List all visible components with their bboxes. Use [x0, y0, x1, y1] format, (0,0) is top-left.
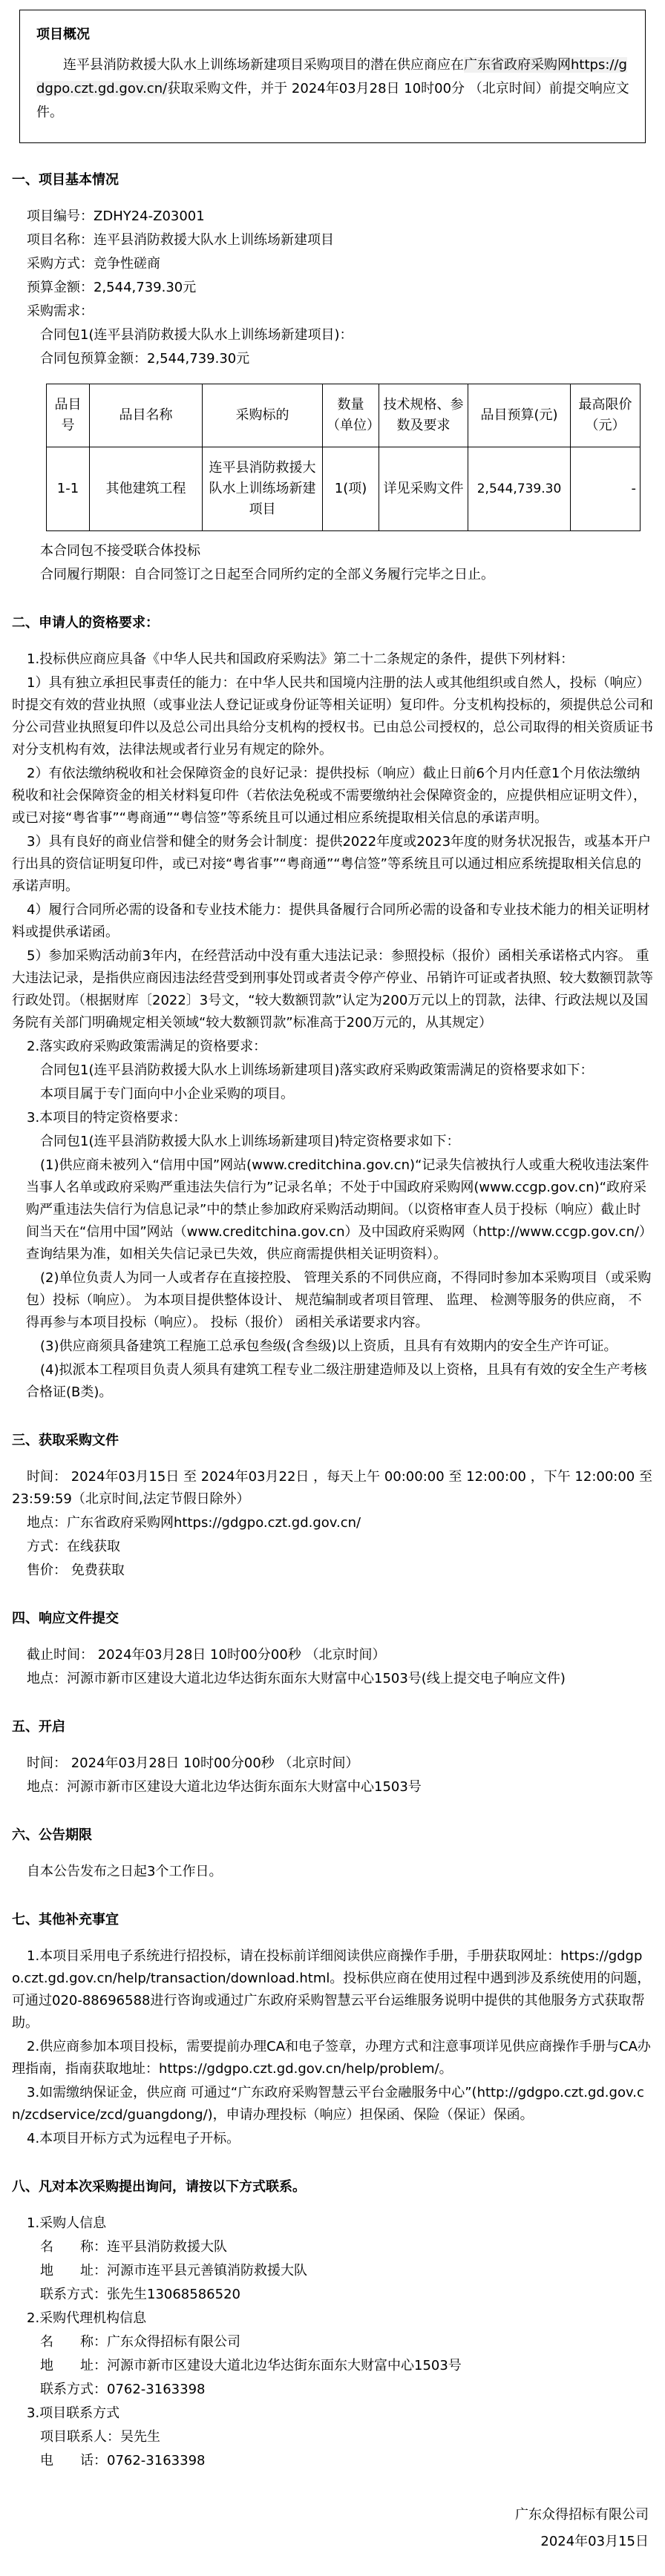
cell-max-price: -	[571, 447, 641, 531]
no-consortium-note: 本合同包不接受联合体投标	[40, 543, 200, 559]
qualification-para: 2.落实政府采购政策需满足的资格要求：	[27, 1039, 267, 1054]
project-overview-box	[19, 10, 646, 143]
supplementary-para: 3.如需缴纳保证金，供应商 可通过“广东政府采购智慧云平台金融服务中心”(http://gdgpo.czt.gd.gov.cn/zcdservice/zcd/guangdong/)，申请办理投标（响应）担保函、保险（保证）保函。	[12, 2085, 644, 2123]
purchaser-name: 名 称：连平县消防救援大队	[40, 2239, 227, 2255]
contract-package-line: 合同包1(连平县消防救援大队水上训练场新建项目)：	[40, 327, 353, 343]
cell-subject: 连平县消防救援大队水上训练场新建项目	[203, 447, 323, 531]
signature-date: 2024年03月15日	[540, 2534, 649, 2549]
section7-heading: 七、其他补充事宜	[12, 1912, 119, 1928]
section4-heading: 四、响应文件提交	[12, 1611, 119, 1626]
signature-company: 广东众得招标有限公司	[515, 2507, 649, 2523]
section1-heading: 一、项目基本情况	[12, 172, 119, 188]
purchaser-contact: 联系方式：张先生13068586520	[40, 2287, 240, 2302]
cell-tech-spec: 详见采购文件	[379, 447, 468, 531]
project-contact-phone: 电 话：0762-3163398	[40, 2453, 206, 2468]
procurement-method: 采购方式：竞争性磋商	[27, 256, 160, 272]
qualification-para: 1.投标供应商应具备《中华人民共和国政府采购法》第二十二条规定的条件，提供下列材料：	[27, 651, 574, 667]
section3-heading: 三、获取采购文件	[12, 1433, 119, 1448]
qualification-para: 1）具有独立承担民事责任的能力：在中华人民共和国境内注册的法人或其他组织或自然人，投标（响应）时提交有效的营业执照（或事业法人登记证或身份证等相关证明）复印件。分支机构投标的，须提供总公司和分公司营业执照复印件以及总公司出具给分支机构的授权书。已由总公司授权的，总公司取得的相关资质证书对分支机构有效，法律法规或者行业另有规定的除外。	[12, 675, 653, 758]
agency-info-title: 2.采购代理机构信息	[27, 2310, 147, 2326]
project-name: 项目名称：连平县消防救援大队水上训练场新建项目	[27, 232, 334, 248]
qualification-para: (1)供应商未被列入“信用中国”网站(www.creditchina.gov.cn)“记录失信被执行人或重大税收违法案件当事人名单或政府采购严重违法失信行为”记录名单；不处于中国政府采购网(www.ccgp.gov.cn)“政府采购严重违法失信行为信息记录”中的禁止参加政府采购活动期间。（以资格审查人员于投标（响应）截止时间当天在“信用中国”网站（www.creditchina.gov.cn）及中国政府采购网（http://www.ccgp.gov.cn/）查询结果为准，如相关失信记录已失效，供应商需提供相关证明资料）。	[26, 1157, 653, 1262]
col-tech-spec: 技术规格、参数及要求	[379, 384, 468, 447]
doc-obtain-price: 售价： 免费获取	[27, 1563, 125, 1578]
qualification-para: (3)供应商须具备建筑工程施工总承包叁级(含叁级)以上资质，且具有有效期内的安全生产许可证。	[40, 1338, 618, 1354]
overview-intro	[36, 53, 630, 125]
col-item-budget: 品目预算(元)	[468, 384, 571, 447]
contract-period-note: 合同履行期限：自合同签订之日起至合同所约定的全部义务履行完毕之日止。	[40, 567, 494, 582]
project-number: 项目编号：ZDHY24-Z03001	[27, 208, 205, 224]
table-header-row	[47, 384, 641, 447]
opening-time: 时间： 2024年03月28日 10时00分00秒 （北京时间）	[27, 1755, 359, 1771]
overview-portal-url: 广东省政府采购网https://gdgpo.czt.gd.gov.cn/	[36, 57, 627, 96]
announcement-period: 自本公告发布之日起3个工作日。	[27, 1864, 223, 1879]
purchaser-info-title: 1.采购人信息	[27, 2215, 107, 2231]
doc-obtain-method: 方式：在线获取	[27, 1539, 120, 1554]
cell-item-no: 1-1	[47, 447, 90, 531]
table-row	[47, 447, 641, 531]
opening-place: 地点：河源市新市区建设大道北边华达街东面东大财富中心1503号	[27, 1779, 422, 1795]
agency-contact: 联系方式：0762-3163398	[40, 2382, 206, 2397]
qualification-para: 5）参加采购活动前3年内，在经营活动中没有重大违法记录：参照投标（报价）函相关承诺格式内容。 重大违法记录，是指供应商因违法经营受到刑事处罚或者责令停产停业、吊销许可证或者执照、较大数额罚款等行政处罚。（根据财库〔2022〕3号文，“较大数额罚款”认定为200万元以上的罚款，法律、行政法规以及国务院有关部门明确规定相关领域“较大数额罚款”标准高于200万元的，从其规定）	[12, 948, 653, 1031]
qualification-para: (4)拟派本工程项目负责人须具有建筑工程专业二级注册建造师及以上资格，且具有有效的安全生产考核合格证(B类)。	[26, 1362, 647, 1400]
qualification-para: 2）有依法缴纳税收和社会保障资金的良好记录：提供投标（响应）截止日前6个月内任意1个月依法缴纳税收和社会保障资金的相关材料复印件（若依法免税或不需要缴纳社会保障资金的，应提供相应证明文件），或已对接“粤省事”“粤商通”“粤信签”等系统且可以通过相应系统提取相关信息的承诺声明。	[12, 766, 646, 826]
section8-heading: 八、凡对本次采购提出询问，请按以下方式联系。	[12, 2179, 306, 2195]
purchaser-address: 地 址：河源市连平县元善镇消防救援大队	[40, 2263, 307, 2278]
col-item-no: 品目号	[47, 384, 90, 447]
contract-package-budget: 合同包预算金额：2,544,739.30元	[40, 351, 250, 367]
section6-heading: 六、公告期限	[12, 1827, 92, 1843]
project-contact-person: 项目联系人：吴先生	[40, 2429, 160, 2445]
qualification-para: 合同包1(连平县消防救援大队水上训练场新建项目)特定资格要求如下：	[40, 1134, 460, 1149]
supplementary-para: 1.本项目采用电子系统进行招投标，请在投标前详细阅读供应商操作手册，手册获取网址：https://gdgpo.czt.gd.gov.cn/help/transaction/download.html。投标供应商在使用过程中遇到涉及系统使用的问题，可通过020-88696588进行咨询或通过广东政府采购智慧云平台运维服务说明中提供的其他服务方式获取帮助。	[12, 1948, 651, 2031]
qualification-para: 合同包1(连平县消防救援大队水上训练场新建项目)落实政府采购政策需满足的资格要求如下：	[40, 1062, 594, 1078]
overview-intro-prefix: 连平县消防救援大队水上训练场新建项目采购项目的潜在供应商应在	[63, 57, 464, 73]
col-max-price: 最高限价（元）	[571, 384, 641, 447]
qualification-para: 3）具有良好的商业信誉和健全的财务会计制度：提供2022年度或2023年度的财务状况报告，或基本开户行出具的资信证明复印件，或已对接“粤省事”“粤商通”“粤信签”等系统且可以通过相应系统提取相关信息的承诺声明。	[12, 834, 652, 894]
submission-place: 地点：河源市新市区建设大道北边华达街东面东大财富中心1503号(线上提交电子响应文件)	[27, 1671, 566, 1686]
submission-deadline: 截止时间： 2024年03月28日 10时00分00秒 （北京时间）	[27, 1647, 386, 1663]
cell-item-name: 其他建筑工程	[90, 447, 203, 531]
overview-title: 项目概况	[36, 27, 90, 42]
project-contact-title: 3.项目联系方式	[27, 2405, 120, 2421]
signature-block	[12, 2502, 653, 2555]
qualification-para: 3.本项目的特定资格要求：	[27, 1110, 187, 1126]
procurement-items-table	[46, 384, 641, 531]
section2-heading: 二、申请人的资格要求：	[12, 615, 159, 631]
agency-address: 地 址：河源市新市区建设大道北边华达街东面东大财富中心1503号	[40, 2358, 462, 2373]
doc-obtain-time: 时间： 2024年03月15日 至 2024年03月22日 ，每天上午 00:00:00 至 12:00:00 ，下午 12:00:00 至 23:59:59（北京时间,法定节假日除外）	[12, 1469, 652, 1507]
budget-amount: 预算金额：2,544,739.30元	[27, 280, 197, 295]
supplementary-para: 2.供应商参加本项目投标，需要提前办理CA和电子签章，办理方式和注意事项详见供应商操作手册与CA办理指南，指南获取地址：https://gdgpo.czt.gd.gov.cn/help/problem/。	[12, 2039, 651, 2077]
qualification-para: 本项目属于专门面向中小企业采购的项目。	[40, 1086, 294, 1102]
overview-intro-suffix: 获取采购文件，并于 2024年03月28日 10时00分 （北京时间）前提交响应文件。	[36, 81, 629, 120]
col-subject: 采购标的	[203, 384, 323, 447]
procurement-demand-label: 采购需求：	[27, 303, 94, 319]
agency-name: 名 称：广东众得招标有限公司	[40, 2334, 240, 2350]
qualification-para: (2)单位负责人为同一人或者存在直接控股、 管理关系的不同供应商，不得同时参加本采购项目（或采购包）投标（响应）。 为本项目提供整体设计、 规范编制或者项目管理、 监理、 检测等服务的供应商， 不得再参与本项目投标（响应）。 投标（报价） 函相关承诺要求内容。	[26, 1270, 652, 1330]
cell-quantity: 1(项)	[323, 447, 379, 531]
supplementary-para: 4.本项目开标方式为远程电子开标。	[27, 2131, 240, 2146]
doc-obtain-place: 地点：广东省政府采购网https://gdgpo.czt.gd.gov.cn/	[27, 1515, 361, 1531]
qualification-para: 4）履行合同所必需的设备和专业技术能力：提供具备履行合同所必需的设备和专业技术能力的相关证明材料或提供承诺函。	[12, 902, 650, 940]
cell-item-budget: 2,544,739.30	[468, 447, 571, 531]
col-quantity: 数量（单位）	[323, 384, 379, 447]
col-item-name: 品目名称	[90, 384, 203, 447]
section5-heading: 五、开启	[12, 1719, 65, 1735]
